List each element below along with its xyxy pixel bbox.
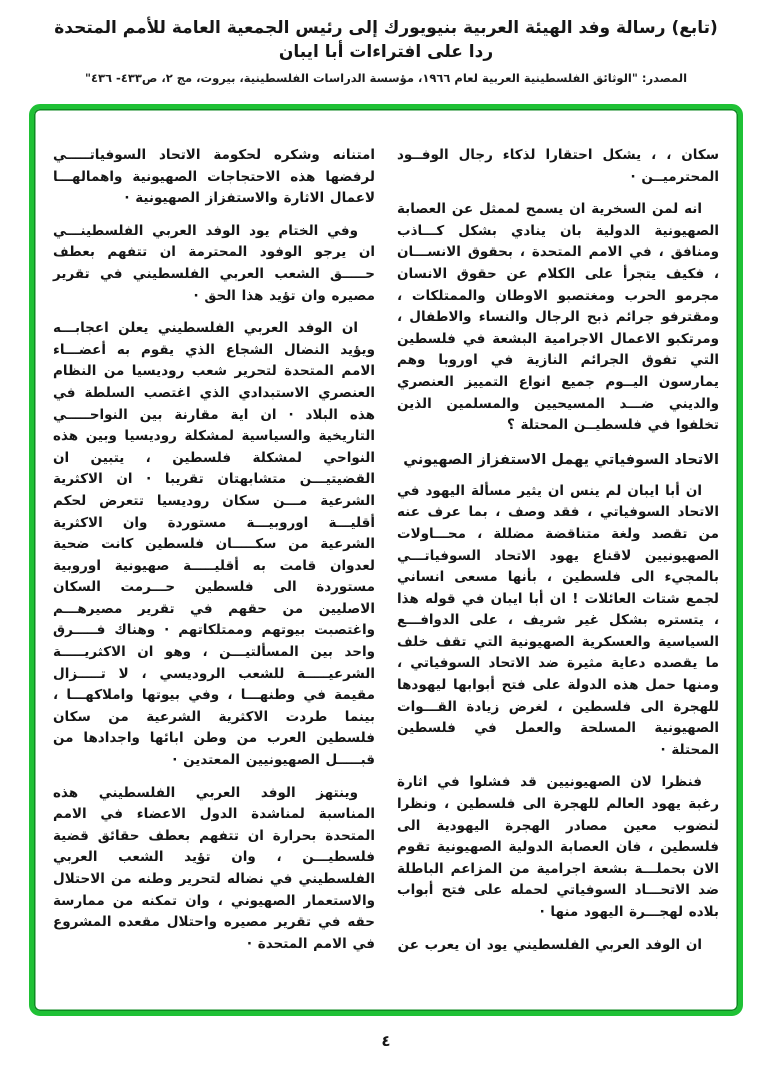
page-footer: [0, 1031, 772, 1050]
paragraph-appeal: وينتهز الوفد العربي الفلسطيني هذه المناسبة لمناشدة الدول الاعضاء في الامم المتحدة بحرارة ان تتفهم بعطف حقائق قضية فلسطيـــن ، وان تؤيد الشعب العربي الفلسطيني في نضاله لتحرير وطنه من الاحتلال والاستعمار الصهيوني ، وان تمكنه من ممارسة حقه في تقرير مصيره واحتلال مقعده المشروع في الامم المتحدة ·: [53, 784, 375, 952]
page-number: ٤: [381, 1032, 391, 1050]
paragraph-gratitude: امتنانه وشكره لحكومة الاتحاد السوفياتـــــي لرفضها هذه الاحتجاجات الصهيونية واهمالهـــا لاعمال الاثارة والاستفزاز الصهيونية ·: [53, 147, 375, 207]
paragraph-rhodesia: ان الوفد العربي الفلسطيني يعلن اعجابـــه ويؤيد النضال الشجاع الذي يقوم به أعضـــاء الامم المتحدة لتحرير شعب روديسيا من النظام العنصري الاستبدادي الذي اغتصب السلطة في هذه البلاد · ان اية مقارنة بين النواحـــــي التاريخية والسياسية لمشكلة روديسيا وبين هذه النواحي لمشكلة فلسطين ، يتبين ان القضيتيـــن متشابهتان تقريبا · ان الاكثرية الشرعية مـــن سكان روديسيا تتعرض لحكم أقليـــة اوروبيـــة مستوردة وان الاكثرية الشرعية من سكـــــان فلسطين كانت ضحية لعدوان قامت به أقليـــــة صهيونية اوروبية مستوردة الى فلسطين حـــرمت السكان الاصليين من حقهم في تقرير مصيرهـــم واغتصبت بيوتهم وممتلكاتهم · وهناك فـــــرق واحد بين المسألتيـــن ، وهو ان الاكثريـــــة الشرعيـــــة للشعب الروديسي ، لا تـــــزال مقيمة في وطنهـــا ، وفي بيوتها واملاكهـــا ، بينما طردت الاكثرية الشرعية من سكان فلسطين العرب من وطن ابائها واجدادها من قبـــــل الصهيونيين المعتدين ·: [53, 320, 375, 769]
paragraph-soviet-jews: ان أبا ايبان لم ينس ان يثير مسألة اليهود في الاتحاد السوفياتي ، فقد وصف ، بما عرف عنه من تقصد ولغة متناقضة مضللة ، محـــاولات الصهيونيين لاقناع يهود الاتحاد السوفياتـــي بالمجيء الى فلسطين ، بأنها مسعى انساني لجمع شتات العائلات ! ان أبا ايبان في قوله هذا ، يتستره بشكل غير شريف ، على الدوافـــع السياسية والعسكرية الصهيونية التي تقف خلف ما يقصده دعاية مثيرة ضد الاتحاد السوفياتي ، ومنها حمل هذه الدولة على فتح أبوابها ليهودها للهجرة الى فلسطين ، لغرض زيادة القـــوات الصهيونية المسلحة والعمل في فلسطين المحتلة ·: [397, 482, 719, 758]
section-heading: الاتحاد السوفياتي يهمل الاستفزاز الصهيوني: [403, 451, 719, 468]
column-right: [397, 145, 719, 1001]
paragraph-failed-campaign: فنظرا لان الصهيونيين قد فشلوا في اثارة رغبة يهود العالم للهجرة الى فلسطين ، ونظرا لنضوب معين مصادر الهجرة اليهودية الى فلسطين ، فان العصابة الدولية الصهيونية تقوم الان بحملـــة بشعة اجرامية من المزاعم الباطلة ضد الاتحـــاد السوفياتي لحمله على فتح أبواب بلاده لهجـــرة اليهود منها ·: [397, 774, 719, 920]
page-title: (تابع) رسالة وفد الهيئة العربية بنيويورك إلى رئيس الجمعية العامة للأمم المتحدة ردا على افتراءات أبا ايبان: [54, 18, 718, 62]
paragraph-closing-start: ان الوفد العربي الفلسطيني يود ان يعرب عن: [397, 936, 702, 953]
green-border-frame: [29, 104, 743, 1016]
column-left: [53, 145, 375, 1001]
paragraph-mockery: انه لمن السخرية ان يسمح لممثل عن العصابة الصهيونية الدولية بان ينادي بشكل كـــاذب ومنافق ، في الامم المتحدة ، بحقوق الانســـان ، فكيف يتجرأ على الكلام عن حقوق الانسان مجرمو الحرب ومغتصبو الاوطان والممتلكات ، ومقترفو جرائم ذبح الرجال والنساء والاطفال ، ومرتكبو الاعمال الاجرامية البشعة في فلسطين التي تفوق الجرائم النازية في اوروبا وهم يمارسون اليــوم جميع انواع التمييز العنصري والديني ضـــد المسيحيين والمسلمين الذين تخلفوا في فلسطيــن المحتلة ؟: [397, 201, 719, 434]
paragraph-conclusion: وفي الختام يود الوفد العربي الفلسطينـــي ان يرجو الوفود المحترمة ان تتفهم بعطف حـــــق الشعب العربي الفلسطيني في تقرير مصيره وان تؤيد هذا الحق ·: [53, 222, 375, 304]
page-header: [0, 0, 772, 85]
source-citation: المصدر: "الوثائق الفلسطينية العربية لعام ١٩٦٦، مؤسسة الدراسات الفلسطينية، بيروت، مج ٢، ص٤٣٣- ٤٣٦": [84, 71, 688, 85]
paragraph-continuation: سكان ، ، يشكل احتقارا لذكاء رجال الوفــود المحترميــن ·: [397, 147, 719, 185]
